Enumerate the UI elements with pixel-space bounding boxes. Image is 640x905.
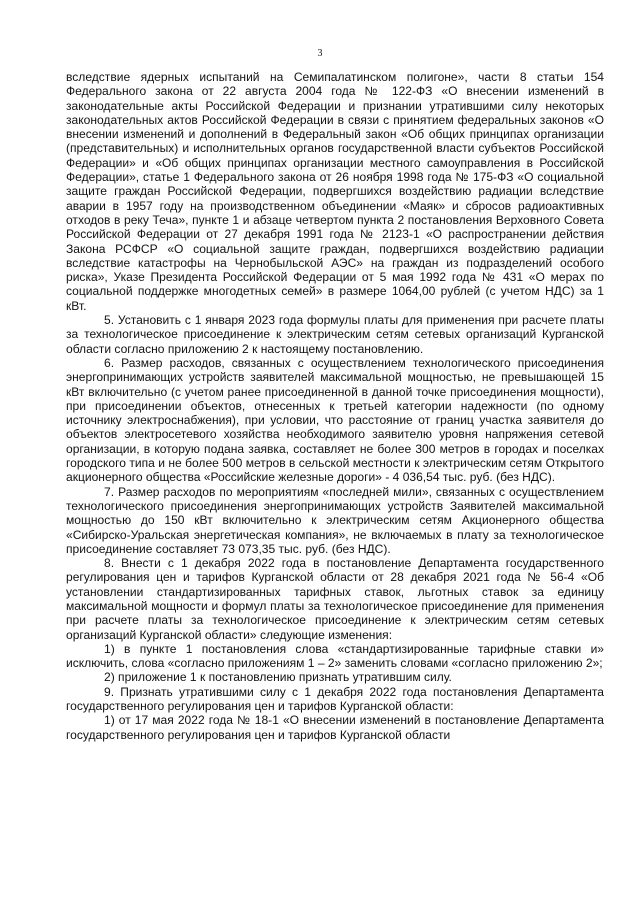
paragraph-item-6: 6. Размер расходов, связанных с осуществлением технологического присоединения энергопринимающих устройств заявителей максимальной мощностью, не превышающей 15 кВт включительно (с учетом ранее присоединенной в данной точке присоединения мощности), при присоединении объектов, отнесенных к третьей категории надежности (по одному источнику электроснабжения), при условии, что расстояние от границ участка заявителя до объектов электросетевого хозяйства необходимого заявителю уровня напряжения сетевой организации, в которую подана заявка, составляет не более 300 метров в городах и поселках городского типа и не более 500 метров в сельской местности к электрическим сетям Открытого акционерного общества «Российские железные дороги» - 4 036,54 тыс. руб. (без НДС). [66,355,604,485]
paragraph-subitem-8-1: 1) в пункте 1 постановления слова «стандартизированные тарифные ставки и» исключить, слова «согласно приложениям 1 – 2» заменить словами «согласно приложению 2»; [66,641,604,671]
paragraph-item-9: 9. Признать утратившими силу с 1 декабря 2022 года постановления Департамента государственного регулирования цен и тарифов Курганской области: [66,684,604,714]
document-body [66,70,604,742]
paragraph-item-8: 8. Внести с 1 декабря 2022 года в постановление Департамента государственного регулирования цен и тарифов Курганской области от 28 декабря 2021 года № 56-4 «Об установлении стандартизированных тарифных ставок, льготных ставок за единицу максимальной мощности и формул платы за технологическое присоединение для применения при расчете платы за технологическое присоединение к электрическим сетям сетевых организаций Курганской области» следующие изменения: [66,556,604,642]
paragraph-item-7: 7. Размер расходов по мероприятиям «последней мили», связанных с осуществлением технологического присоединения энергопринимающих устройств Заявителей максимальной мощностью до 150 кВт включительно к электрическим сетям Акционерного общества «Сибирско-Уральская энергетическая компания», не включаемых в плату за технологическое присоединение составляет 73 073,35 тыс. руб. (без НДС). [66,484,604,556]
paragraph-item-5: 5. Установить с 1 января 2023 года формулы платы для применения при расчете платы за технологическое присоединение к электрическим сетям сетевых организаций Курганской области согласно приложению 2 к настоящему постановлению. [66,313,604,356]
paragraph-subitem-8-2: 2) приложение 1 к постановлению признать утратившим силу. [104,670,452,685]
page-number: 3 [317,48,323,59]
paragraph-continuation: вследствие ядерных испытаний на Семипалатинском полигоне», части 8 статьи 154 Федерального закона от 22 августа 2004 года № 122-ФЗ «О внесении изменений в законодательные акты Российской Федерации и признании утратившими силу некоторых законодательных актов Российской Федерации в связи с принятием федеральных законов «О внесении изменений и дополнений в Федеральный закон «Об общих принципах организации (представительных) и исполнительных органов государственной власти субъектов Российской Федерации» и «Об общих принципах организации местного самоуправления в Российской Федерации», статье 1 Федерального закона от 26 ноября 1998 года № 175-ФЗ «О социальной защите граждан Российской Федерации, подвергшихся воздействию радиации вследствие аварии в 1957 году на производственном объединении «Маяк» и сбросов радиоактивных отходов в реку Теча», пункте 1 и абзаце четвертом пункта 2 постановления Верховного Совета Российской Федерации от 27 декабря 1991 года № 2123-1 «О распространении действия Закона РСФСР «О социальной защите граждан, подвергшихся воздействию радиации вследствие катастрофы на Чернобыльской АЭС» на граждан из подразделений особого риска», Указе Президента Российской Федерации от 5 мая 1992 года № 431 «О мерах по социальной поддержке многодетных семей» в размере 1064,00 рублей (с учетом НДС) за 1 кВт. [66,70,604,313]
paragraph-subitem-9-1: 1) от 17 мая 2022 года № 18-1 «О внесении изменений в постановление Департамента государственного регулирования цен и тарифов Курганской области [66,713,604,742]
